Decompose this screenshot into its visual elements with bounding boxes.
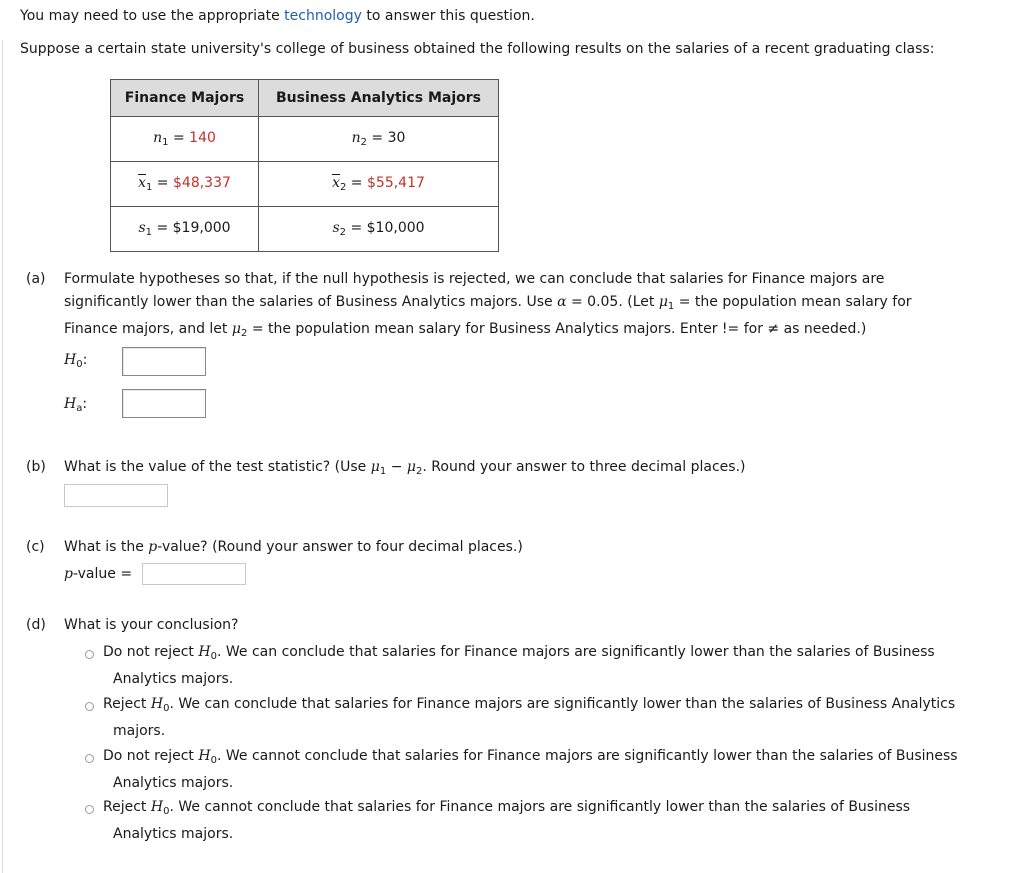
part-b-label: (b) — [26, 459, 46, 475]
h0-label: $H_0$: — [64, 352, 88, 370]
conclusion-option-3[interactable]: Do not reject $H_0$. We cannot conclude that salaries for Finance majors are significantly lower than the salaries of Business Analytics majors. — [103, 748, 958, 791]
table-header-row — [111, 80, 499, 117]
conclusion-radio-4[interactable] — [85, 805, 94, 814]
cell-n2: $n_2 = 30$ — [259, 117, 499, 162]
pvalue-label: p-value = — [64, 566, 133, 582]
ha-label: $H_a$: — [64, 396, 88, 414]
part-c-text: What is the p-value? (Round your answer to four decimal places.) — [64, 539, 523, 555]
conclusion-option-4[interactable]: Reject $H_0$. We cannot conclude that salaries for Finance majors are significantly lower than the salaries of Business Analytics majors. — [103, 799, 911, 842]
cell-s1: $s_1$ = $19,000 — [111, 207, 259, 252]
intro-line-1: You may need to use the appropriate technology to answer this question. — [20, 8, 535, 24]
part-d-label: (d) — [26, 617, 46, 633]
technology-link[interactable]: technology — [284, 8, 362, 24]
part-b-text: What is the value of the test statistic? (Use $\mu_1 - \mu_2$. Round your answer to three decimal places.) — [64, 459, 746, 477]
left-border — [2, 40, 3, 873]
pvalue-input[interactable] — [142, 563, 246, 585]
cell-s2: $s_2$ = $10,000 — [259, 207, 499, 252]
part-c-label: (c) — [26, 539, 45, 555]
conclusion-radio-2[interactable] — [85, 702, 94, 711]
cell-n1: $n_1 = 140$ — [111, 117, 259, 162]
conclusion-radio-1[interactable] — [85, 650, 94, 659]
conclusion-option-2[interactable]: Reject $H_0$. We can conclude that salaries for Finance majors are significantly lower than the salaries of Business Analytics majors. — [103, 696, 956, 739]
part-a-text: Formulate hypotheses so that, if the null hypothesis is rejected, we can conclude that salaries for Finance majors are significantly lower than the salaries of Business Analytics majors. Use α = 0.05. (Let $\mu_1$ = the population mean salary for Finance majors, and let $\mu_2$ = the population mean salary for Business Analytics majors. Enter != for ≠ as needed.) — [64, 271, 912, 339]
h0-answer-box[interactable] — [122, 347, 206, 376]
table-row — [111, 117, 499, 162]
part-a-label: (a) — [26, 271, 46, 287]
cell-x1: $\overline{x}_1$ = $48,337 — [111, 162, 259, 207]
cell-x2: $\overline{x}_2$ = $55,417 — [259, 162, 499, 207]
test-statistic-input[interactable] — [64, 484, 168, 507]
ha-answer-box[interactable] — [122, 389, 206, 418]
header-finance: Finance Majors — [111, 80, 259, 117]
conclusion-option-1[interactable]: Do not reject $H_0$. We can conclude that salaries for Finance majors are significantly lower than the salaries of Business Analytics majors. — [103, 644, 935, 687]
part-d-question: What is your conclusion? — [64, 617, 239, 633]
table-row — [111, 162, 499, 207]
intro-line-2: Suppose a certain state university's college of business obtained the following results on the salaries of a recent graduating class: — [20, 41, 935, 57]
salary-table — [110, 79, 499, 252]
conclusion-radio-3[interactable] — [85, 754, 94, 763]
header-analytics: Business Analytics Majors — [259, 80, 499, 117]
table-row — [111, 207, 499, 252]
